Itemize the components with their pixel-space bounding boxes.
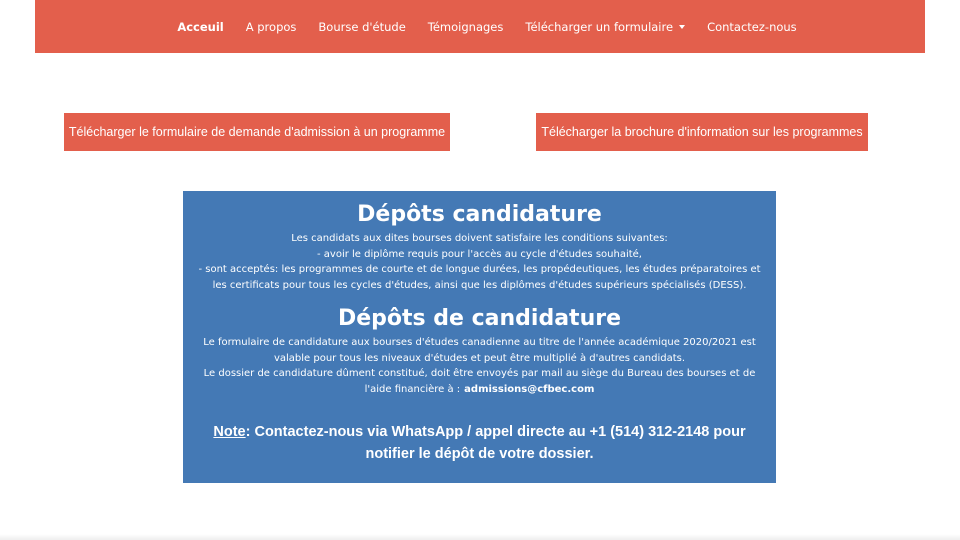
nav-item-acceuil[interactable]: Acceuil bbox=[177, 19, 224, 34]
conditions-text bbox=[191, 231, 768, 293]
admissions-email: admissions@cfbec.com bbox=[464, 383, 595, 395]
box-title-depots-candidature: Dépôts candidature bbox=[357, 202, 602, 227]
download-admission-form-button[interactable]: Télécharger le formulaire de demande d'admission à un programme bbox=[64, 113, 450, 151]
nav-item-contactez-nous[interactable]: Contactez-nous bbox=[707, 19, 797, 34]
page-bottom-divider bbox=[0, 534, 960, 540]
nav-item-telecharger-formulaire[interactable] bbox=[514, 20, 696, 34]
application-info-box bbox=[183, 191, 776, 483]
chevron-down-icon bbox=[679, 25, 685, 29]
condition-item-2: - sont acceptés: les programmes de courte et de longue durées, les propédeutiques, les études préparatoires et les certificats pour tous les cycles d'études, ainsi que les diplômes d'études supérieurs spécialisés (DESS). bbox=[198, 264, 761, 291]
box-title-depots-de-candidature: Dépôts de candidature bbox=[337, 306, 622, 331]
condition-item-1: - avoir le diplôme requis pour l'accès au cycle d'études souhaité, bbox=[317, 248, 642, 260]
nav-item-telecharger-label: Télécharger un formulaire bbox=[525, 19, 674, 34]
nav-item-bourse-etude[interactable]: Bourse d'étude bbox=[318, 19, 406, 34]
nav-item-a-propos[interactable]: A propos bbox=[245, 19, 297, 34]
submission-paragraph-2 bbox=[191, 366, 768, 397]
download-brochure-button[interactable]: Télécharger la brochure d'information sur les programmes bbox=[536, 113, 868, 151]
top-navbar bbox=[35, 0, 925, 53]
whatsapp-note bbox=[201, 421, 758, 465]
note-label: Note bbox=[213, 424, 246, 440]
note-text: : Contactez-nous via WhatsApp / appel directe au +1 (514) 312-2148 pour notifier le dépôt de votre dossier. bbox=[245, 424, 746, 462]
conditions-intro: Les candidats aux dites bourses doivent satisfaire les conditions suivantes: bbox=[291, 233, 668, 244]
nav-item-temoignages[interactable]: Témoignages bbox=[427, 19, 504, 34]
submission-text bbox=[191, 335, 768, 397]
submission-paragraph-1: Le formulaire de candidature aux bourses d'études canadienne au titre de l'année académique 2020/2021 est valable pour tous les niveaux d'études et peut être multiplié à d'autres candidats. bbox=[203, 337, 756, 364]
nav-menu bbox=[166, 20, 807, 34]
submission-paragraph-2-text: Le dossier de candidature dûment constitué, doit être envoyés par mail au siège du Bureau des bourses et de l'aide financière à : bbox=[203, 368, 756, 395]
